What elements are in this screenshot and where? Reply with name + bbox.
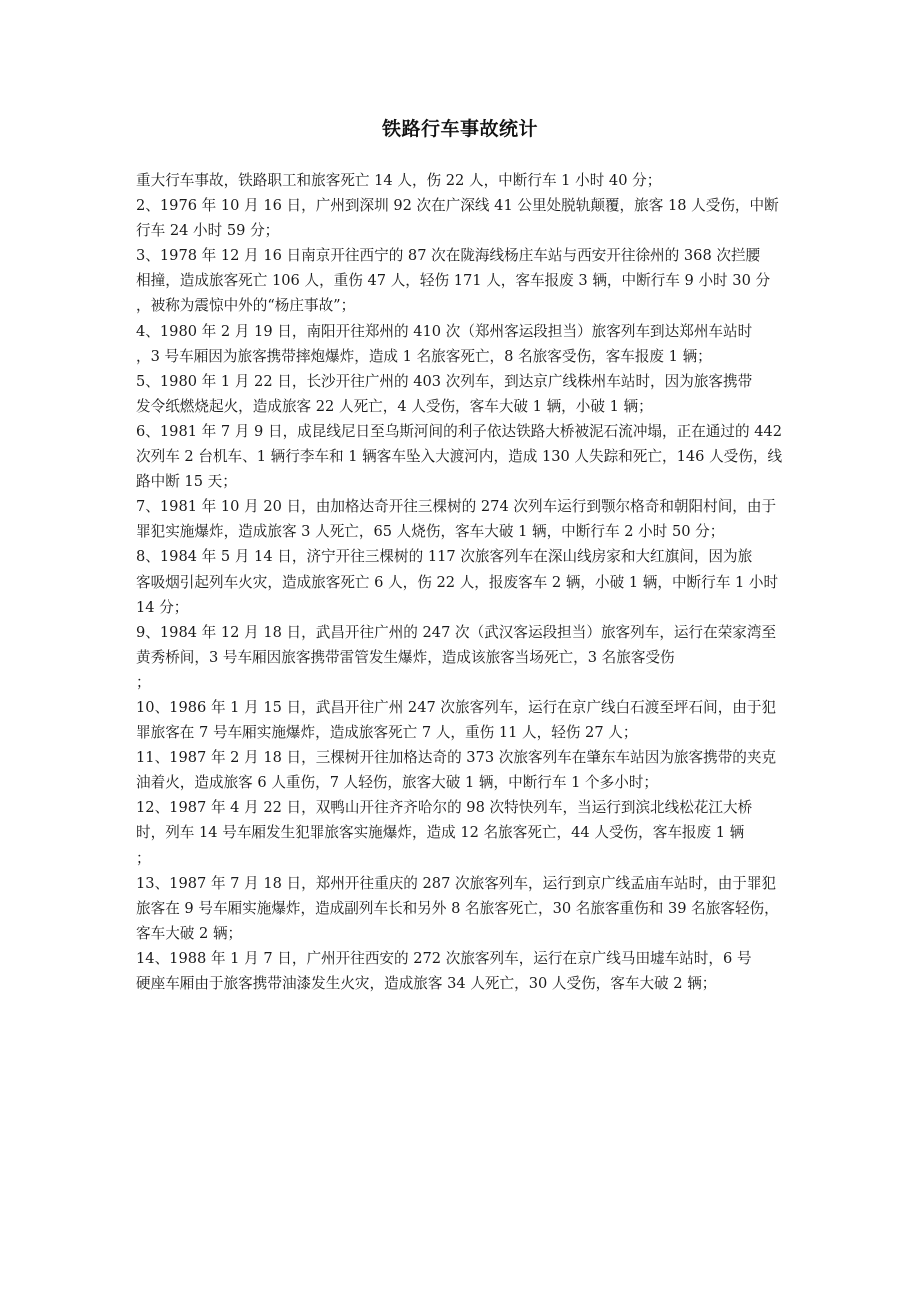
paragraph: 9、1984 年 12 月 18 日，武昌开往广州的 247 次（武汉客运段担当）旅客列车，运行在荣家湾至黄秀桥间，3 号车厢因旅客携带雷管发生爆炸，造成该旅客当场死亡，3 名旅客受伤: [136, 623, 777, 666]
paragraph: 14、1988 年 1 月 7 日，广州开往西安的 272 次旅客列车，运行在京广线马田墟车站时，6 号: [136, 949, 752, 967]
paragraph: 发令纸燃烧起火，造成旅客 22 人死亡，4 人受伤，客车大破 1 辆，小破 1 辆；: [136, 397, 653, 415]
paragraph: 6、1981 年 7 月 9 日，成昆线尼日至乌斯河间的利子依达铁路大桥被泥石流冲塌，正在通过的 442 次列车 2 台机车、1 辆行李车和 1 辆客车坠入大渡河内，造成 130 人失踪和死亡，146 人受伤，线路中断 15 天；: [136, 422, 783, 491]
paragraph: ，被称为震惊中外的“杨庄事故”；: [136, 297, 356, 315]
paragraph: 重大行车事故，铁路职工和旅客死亡 14 人，伤 22 人，中断行车 1 小时 40 分；: [136, 172, 662, 189]
paragraph: 7、1981 年 10 月 20 日，由加格达奇开往三棵树的 274 次列车运行到颚尔格奇和朝阳村间，由于罪犯实施爆炸，造成旅客 3 人死亡，65 人烧伤，客车大破 1 辆，中断行车 2 小时 50 分；: [136, 498, 777, 541]
document-content: [136, 0, 784, 996]
page-title: 铁路行车事故统计: [381, 118, 538, 140]
paragraph: 10、1986 年 1 月 15 日，武昌开往广州 247 次旅客列车，运行在京广线白石渡至坪石间，由于犯罪旅客在 7 号车厢实施爆炸，造成旅客死亡 7 人，重伤 11 人，轻伤 27 人；: [136, 698, 777, 742]
paragraph: 3、1978 年 12 月 16 日南京开往西宁的 87 次在陇海线杨庄车站与西安开往徐州的 368 次拦腰: [136, 247, 761, 265]
paragraph: ；: [136, 673, 151, 691]
paragraph: 客吸烟引起列车火灾，造成旅客死亡 6 人，伤 22 人，报废客车 2 辆，小破 1 辆，中断行车 1 小时 14 分；: [136, 573, 779, 616]
paragraph: 行车 24 小时 59 分；: [136, 222, 280, 240]
paragraph: 4、1980 年 2 月 19 日，南阳开往郑州的 410 次（郑州客运段担当）旅客列车到达郑州车站时: [136, 322, 753, 340]
paragraph: 8、1984 年 5 月 14 日，济宁开往三棵树的 117 次旅客列车在深山线房家和大红旗间，因为旅: [136, 548, 753, 566]
paragraph: 11、1987 年 2 月 18 日，三棵树开往加格达奇的 373 次旅客列车在肇东车站因为旅客携带的夹克油着火，造成旅客 6 人重伤，7 人轻伤，旅客大破 1 辆，中断行车 1 个多小时；: [136, 749, 777, 792]
paragraph: 12、1987 年 4 月 22 日，双鸭山开往齐齐哈尔的 98 次特快列车，当运行到滨北线松花江大桥: [136, 799, 753, 817]
paragraph: 硬座车厢由于旅客携带油漆发生火灾，造成旅客 34 人死亡，30 人受伤，客车大破 2 辆；: [136, 975, 717, 992]
paragraph: 时，列车 14 号车厢发生犯罪旅客实施爆炸，造成 12 名旅客死亡，44 人受伤，客车报废 1 辆: [136, 824, 745, 842]
paragraph: ，3 号车厢因为旅客携带摔炮爆炸，造成 1 名旅客死亡，8 名旅客受伤，客车报废 1 辆；: [136, 347, 712, 365]
paragraph: 5、1980 年 1 月 22 日，长沙开往广州的 403 次列车，到达京广线株州车站时，因为旅客携带: [136, 372, 753, 390]
paragraph: ；: [136, 849, 151, 867]
paragraph: 相撞，造成旅客死亡 106 人，重伤 47 人，轻伤 171 人，客车报废 3 辆，中断行车 9 小时 30 分: [136, 272, 771, 290]
document-body: [136, 168, 784, 996]
paragraph: 2、1976 年 10 月 16 日，广州到深圳 92 次在广深线 41 公里处脱轨颠覆，旅客 18 人受伤，中断: [136, 197, 779, 215]
paragraph: 13、1987 年 7 月 18 日，郑州开往重庆的 287 次旅客列车，运行到京广线孟庙车站时，由于罪犯旅客在 9 号车厢实施爆炸，造成副列车长和另外 8 名旅客死亡，30 名旅客重伤和 39 名旅客轻伤，客车大破 2 辆；: [136, 874, 779, 942]
